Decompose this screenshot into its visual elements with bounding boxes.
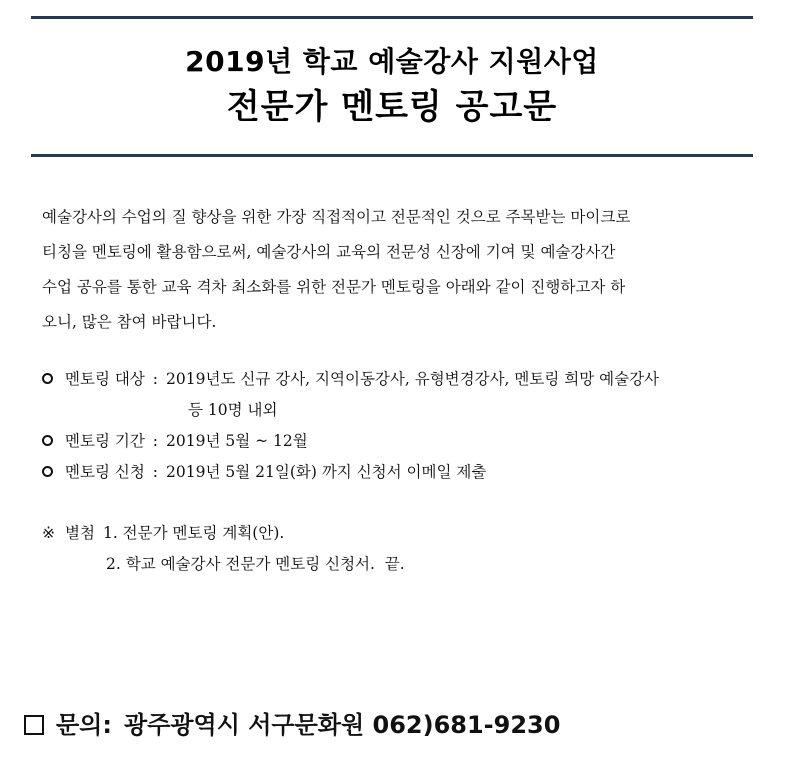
intro-line: 오니, 많은 참여 바랍니다.	[42, 313, 217, 331]
title-line-2: 전문가 멘토링 공고문	[226, 87, 558, 127]
list-item	[42, 364, 758, 395]
intro-line: 예술강사의 수업의 질 향상을 위한 가장 직접적이고 전문적인 것으로 주목받는 마이크로	[42, 208, 631, 226]
item-colon: :	[152, 463, 159, 481]
circle-bullet-icon	[42, 373, 53, 384]
attachment-item: 1. 전문가 멘토링 계획(안).	[102, 524, 285, 542]
checkbox-square-icon	[24, 715, 44, 735]
contact-label: 문의:	[56, 711, 112, 739]
contact-footer	[24, 708, 560, 742]
list-item	[42, 426, 758, 457]
item-label: 멘토링 기간	[65, 432, 145, 450]
bottom-divider	[31, 154, 753, 157]
attachment-heading: 별첨	[65, 524, 95, 542]
item-value: 2019년 5월 21일(화) 까지 신청서 이메일 제출	[166, 463, 487, 481]
attachment-line-1	[42, 518, 405, 549]
page-title	[31, 40, 753, 130]
item-value: 2019년도 신규 강사, 지역이동강사, 유형변경강사, 멘토링 희망 예술강사	[166, 370, 660, 388]
circle-bullet-icon	[42, 435, 53, 446]
item-colon: :	[152, 370, 159, 388]
details-list	[42, 364, 758, 488]
contact-info: 광주광역시 서구문화원 062)681-9230	[123, 711, 561, 739]
intro-paragraph	[42, 200, 758, 340]
item-continuation: 등 10명 내외	[188, 401, 278, 419]
attachments	[42, 518, 405, 580]
intro-line: 수업 공유를 통한 교육 격차 최소화를 위한 전문가 멘토링을 아래와 같이 진행하고자 하	[42, 278, 626, 296]
intro-line: 티칭을 멘토링에 활용함으로써, 예술강사의 교육의 전문성 신장에 기여 및 예술강사간	[42, 243, 616, 261]
list-item	[42, 457, 758, 488]
item-colon: :	[152, 432, 159, 450]
top-divider	[31, 16, 753, 19]
item-label: 멘토링 대상	[65, 370, 145, 388]
circle-bullet-icon	[42, 466, 53, 477]
item-label: 멘토링 신청	[65, 463, 145, 481]
item-value: 2019년 5월 ~ 12월	[166, 432, 308, 450]
reference-mark-icon: ※	[42, 524, 55, 542]
attachment-item: 2. 학교 예술강사 전문가 멘토링 신청서. 끝.	[106, 555, 405, 573]
title-line-1: 2019년 학교 예술강사 지원사업	[185, 45, 599, 78]
